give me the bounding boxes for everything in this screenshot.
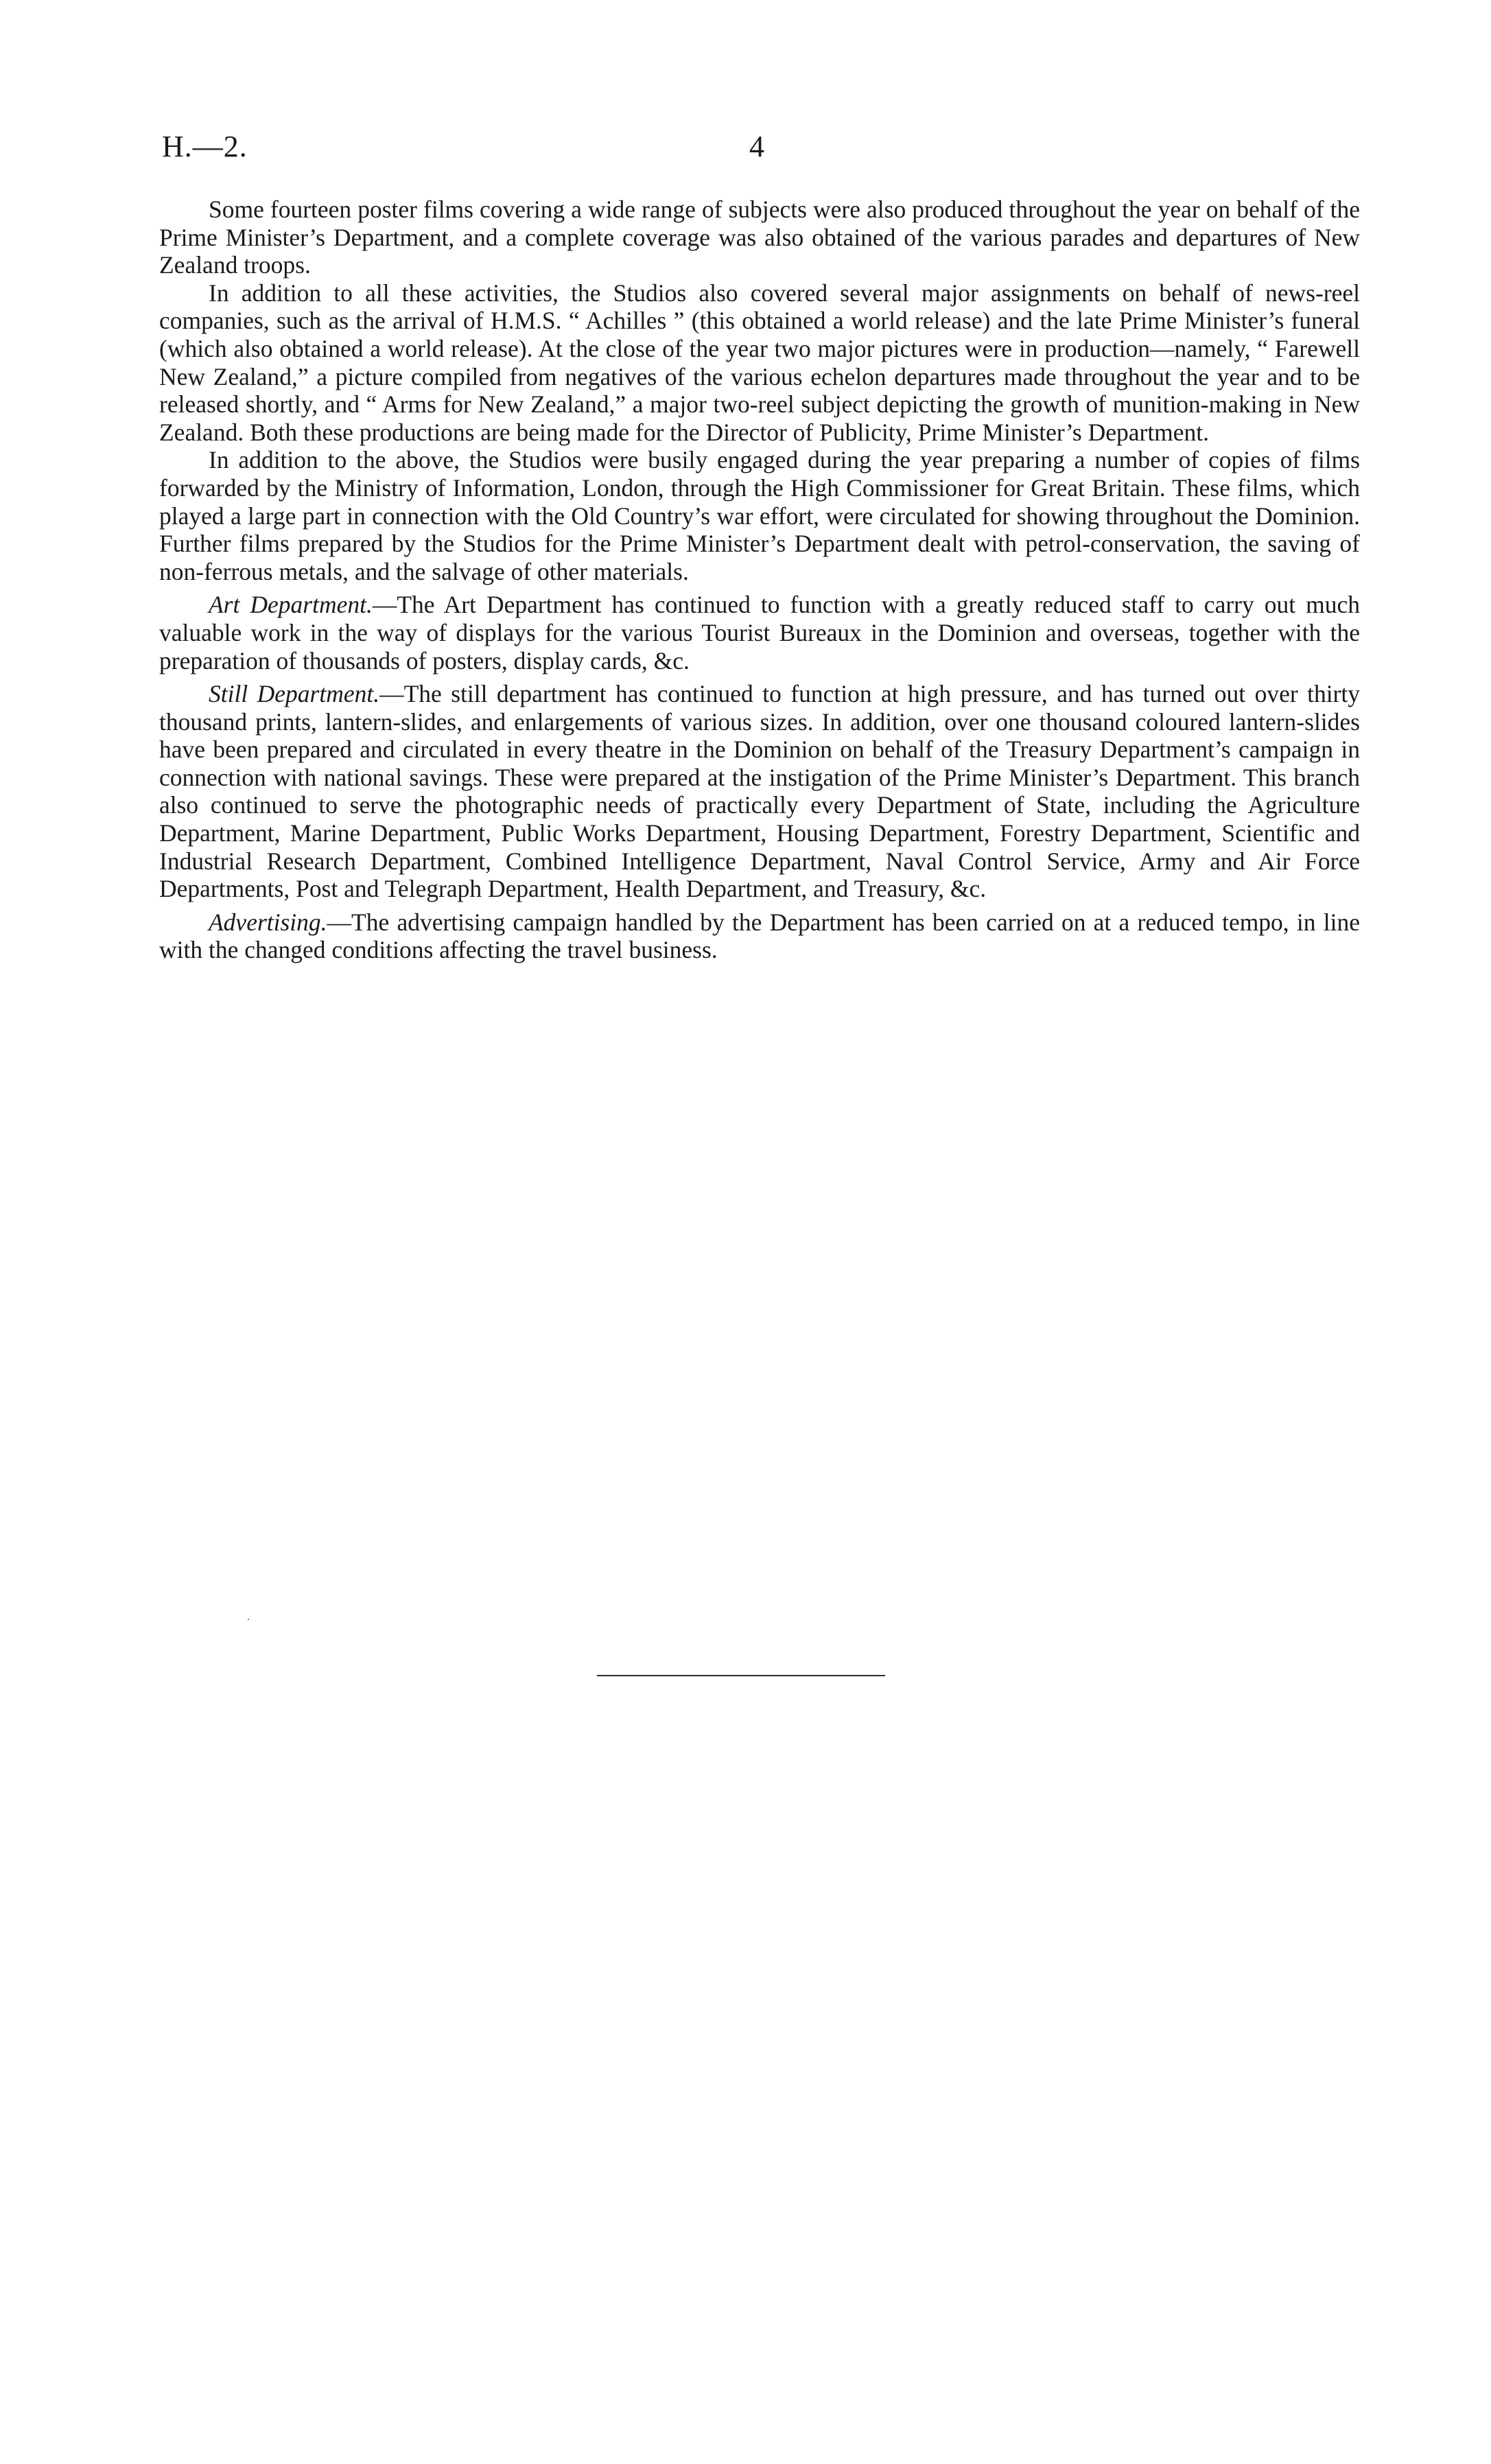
paragraph-still-department bbox=[159, 680, 1360, 903]
paragraph-text: In addition to the above, the Studios were busily engaged during the year preparing a number of copies of films forwarded by the Ministry of Information, London, through the High Commissioner for Great Britain. These films, which played a large part in connection with the Old Country’s war effort, were circulated for showing throughout the Dominion. Further films prepared by the Studios for the Prime Minister’s Department dealt with petrol-conservation, the saving of non-ferrous metals, and the salvage of other materials. bbox=[159, 446, 1360, 585]
page-number: 4 bbox=[749, 130, 764, 163]
section-heading: Advertising. bbox=[209, 908, 327, 936]
paragraph-text: —The still department has continued to function at high pressure, and has turned out over thirty thousand prints, lantern-slides, and enlargements of various sizes. In addition, over one thousand coloured lantern-slides have been prepared and circulated in every theatre in the Dominion on behalf of the Treasury Department’s campaign in connection with national savings. These were prepared at the instigation of the Prime Minister’s Department. This branch also continued to serve the photographic needs of practically every Department of State, including the Agriculture Department, Marine Department, Public Works Department, Housing Department, Forestry Department, Scientific and Industrial Research Department, Combined Intelligence Department, Naval Control Service, Army and Air Force Departments, Post and Telegraph Department, Health Department, and Treasury, &c. bbox=[159, 680, 1360, 903]
paragraph-text: Some fourteen poster films covering a wide range of subjects were also produced throughout the year on behalf of the Prime Minister’s Department, and a complete coverage was also obtained of the various parades and departures of New Zealand troops. bbox=[159, 196, 1360, 279]
paragraph-art-department bbox=[159, 591, 1360, 674]
document-reference: H.—2. bbox=[162, 130, 248, 163]
paragraph-news-reel bbox=[159, 279, 1360, 447]
paragraph-poster-films bbox=[159, 196, 1360, 279]
paragraph-text: In addition to all these activities, the Studios also covered several major assignments on behalf of news-reel companies, such as the arrival of H.M.S. “ Achilles ” (this obtained a world release) and the late Prime Minister’s funeral (which also obtained a world release). At the close of the year two major pictures were in production—namely, “ Farewell New Zealand,” a picture compiled from negatives of the various echelon departures made throughout the year and to be released shortly, and “ Arms for New Zealand,” a major two-reel subject depicting the growth of munition-making in New Zealand. Both these productions are being made for the Director of Publicity, Prime Minister’s Department. bbox=[159, 279, 1360, 446]
paragraph-text: —The advertising campaign handled by the Department has been carried on at a reduced tempo, in line with the changed conditions affecting the travel business. bbox=[159, 908, 1360, 964]
paragraph-advertising bbox=[159, 908, 1360, 964]
section-heading: Still Department. bbox=[209, 680, 380, 708]
paragraph-text: —The Art Department has continued to function with a greatly reduced staff to carry out much valuable work in the way of displays for the various Tourist Bureaux in the Dominion and overseas, together with the preparation of thousands of posters, display cards, &c. bbox=[159, 591, 1360, 674]
paragraph-ministry-films bbox=[159, 446, 1360, 585]
end-rule bbox=[597, 1675, 885, 1676]
body-text bbox=[159, 196, 1360, 964]
print-speck bbox=[248, 1619, 249, 1620]
section-heading: Art Department. bbox=[209, 591, 373, 619]
page-header bbox=[159, 129, 1360, 177]
